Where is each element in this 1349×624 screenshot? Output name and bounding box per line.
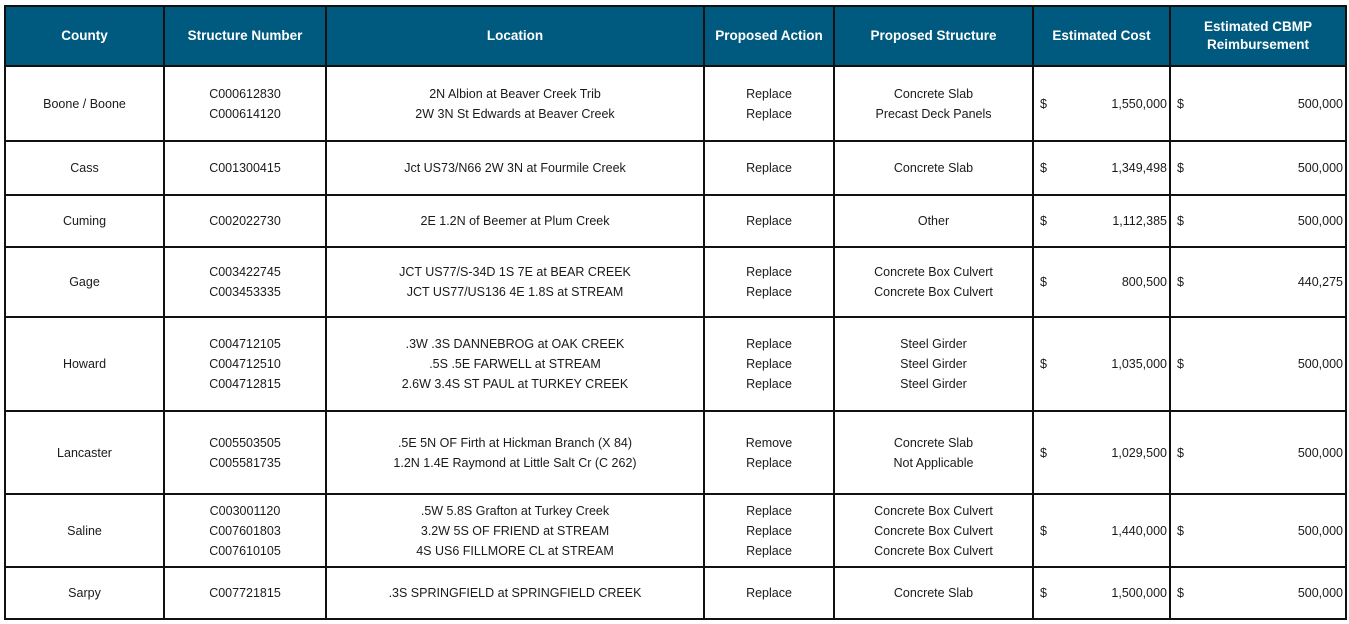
- proposed-action: Replace: [746, 161, 792, 175]
- structure-number-cell: [164, 195, 326, 247]
- proposed-structure-cell: [834, 567, 1033, 619]
- amount-value: 500,000: [1297, 214, 1343, 228]
- structure-number: C003453335: [209, 285, 281, 299]
- currency-symbol: $: [1040, 275, 1047, 289]
- proposed-structure: Steel Girder: [900, 357, 967, 371]
- proposed-action: Replace: [746, 337, 792, 351]
- structure-number-cell: [164, 567, 326, 619]
- proposed-structure: Concrete Slab: [893, 161, 974, 175]
- county-cell: Lancaster: [5, 411, 164, 494]
- structure-number: C005581735: [209, 455, 281, 470]
- proposed-action: Replace: [746, 455, 792, 470]
- county-cell: Sarpy: [5, 567, 164, 619]
- county-cell: Cass: [5, 141, 164, 195]
- proposed-structure: Concrete Slab: [893, 86, 974, 101]
- structure-number-cell: [164, 494, 326, 567]
- proposed-structure: Steel Girder: [900, 377, 967, 391]
- location-text: .5E 5N OF Firth at Hickman Branch (X 84): [397, 435, 633, 450]
- amount-value: 1,112,385: [1112, 214, 1167, 228]
- table-row: [5, 66, 1346, 141]
- proposed-structure-cell: [834, 494, 1033, 567]
- location-text: 2W 3N St Edwards at Beaver Creek: [415, 106, 615, 121]
- amount-value: 500,000: [1297, 96, 1343, 111]
- proposed-action-cell: [704, 195, 834, 247]
- header-cbmp-reimbursement: [1170, 6, 1346, 66]
- location-text: JCT US77/US136 4E 1.8S at STREAM: [406, 285, 624, 299]
- location-cell: [326, 494, 704, 567]
- reimbursement-cell: [1170, 317, 1346, 411]
- structure-number: C000612830: [209, 86, 281, 101]
- location-text: .5W 5.8S Grafton at Turkey Creek: [420, 503, 610, 518]
- currency-symbol: $: [1177, 523, 1184, 538]
- proposed-action: Replace: [746, 86, 792, 101]
- proposed-structure: Concrete Slab: [893, 435, 974, 450]
- county-cell: Cuming: [5, 195, 164, 247]
- proposed-structure: Concrete Slab: [893, 586, 974, 600]
- reimbursement-cell: [1170, 195, 1346, 247]
- proposed-structure-cell: [834, 66, 1033, 141]
- currency-symbol: $: [1177, 357, 1184, 371]
- amount-value: 1,550,000: [1111, 96, 1167, 111]
- currency-symbol: $: [1177, 445, 1184, 460]
- estimated-cost-cell: [1033, 66, 1170, 141]
- county-cell: Howard: [5, 317, 164, 411]
- proposed-action: Replace: [746, 377, 792, 391]
- table-row: [5, 411, 1346, 494]
- amount-value: 500,000: [1297, 445, 1343, 460]
- table-row: [5, 195, 1346, 247]
- location-text: 4S US6 FILLMORE CL at STREAM: [416, 543, 614, 558]
- header-proposed-action: Proposed Action: [704, 6, 834, 66]
- proposed-structure: Other: [917, 214, 950, 228]
- proposed-structure-cell: [834, 411, 1033, 494]
- proposed-action: Replace: [746, 106, 792, 121]
- estimated-cost-cell: [1033, 411, 1170, 494]
- currency-symbol: $: [1040, 586, 1047, 600]
- structure-number-cell: [164, 141, 326, 195]
- proposed-action-cell: [704, 247, 834, 317]
- reimbursement-cell: [1170, 141, 1346, 195]
- proposed-action-cell: [704, 141, 834, 195]
- table-row: [5, 317, 1346, 411]
- county-cell: Boone / Boone: [5, 66, 164, 141]
- table-row: [5, 567, 1346, 619]
- location-text: 2.6W 3.4S ST PAUL at TURKEY CREEK: [401, 377, 629, 391]
- proposed-action-cell: [704, 66, 834, 141]
- location-text: 1.2N 1.4E Raymond at Little Salt Cr (C 262): [393, 455, 637, 470]
- location-cell: [326, 195, 704, 247]
- proposed-action: Replace: [746, 543, 792, 558]
- header-county: County: [5, 6, 164, 66]
- structure-number: C007721815: [209, 586, 281, 600]
- amount-value: 1,500,000: [1111, 586, 1167, 600]
- proposed-action: Replace: [746, 265, 792, 279]
- header-location: Location: [326, 6, 704, 66]
- location-text: Jct US73/N66 2W 3N at Fourmile Creek: [404, 161, 626, 175]
- structure-number: C004712105: [209, 337, 281, 351]
- currency-symbol: $: [1177, 586, 1184, 600]
- structure-number: C004712510: [209, 357, 281, 371]
- location-text: 2E 1.2N of Beemer at Plum Creek: [420, 214, 610, 228]
- proposed-action-cell: [704, 494, 834, 567]
- bridge-projects-table: [4, 5, 1347, 620]
- location-cell: [326, 247, 704, 317]
- table-row: [5, 247, 1346, 317]
- proposed-action: Replace: [746, 523, 792, 538]
- location-cell: [326, 141, 704, 195]
- proposed-structure: Precast Deck Panels: [875, 106, 992, 121]
- estimated-cost-cell: [1033, 247, 1170, 317]
- structure-number-cell: [164, 247, 326, 317]
- proposed-action-cell: [704, 567, 834, 619]
- county-cell: Saline: [5, 494, 164, 567]
- county-cell: Gage: [5, 247, 164, 317]
- currency-symbol: $: [1177, 214, 1184, 228]
- header-estimated-cost: Estimated Cost: [1033, 6, 1170, 66]
- proposed-action: Replace: [746, 503, 792, 518]
- structure-number: C003001120: [209, 503, 281, 518]
- reimbursement-cell: [1170, 247, 1346, 317]
- location-cell: [326, 66, 704, 141]
- currency-symbol: $: [1040, 357, 1047, 371]
- location-text: .3W .3S DANNEBROG at OAK CREEK: [405, 337, 625, 351]
- proposed-structure: Concrete Box Culvert: [874, 285, 993, 299]
- header-structure-number: Structure Number: [164, 6, 326, 66]
- currency-symbol: $: [1177, 161, 1184, 175]
- header-reimbursement-line1: Estimated CBMP: [1203, 19, 1313, 34]
- location-cell: [326, 567, 704, 619]
- structure-number: C001300415: [209, 161, 281, 175]
- currency-symbol: $: [1040, 214, 1047, 228]
- amount-value: 500,000: [1297, 357, 1343, 371]
- proposed-action: Remove: [745, 435, 793, 450]
- currency-symbol: $: [1040, 96, 1047, 111]
- proposed-structure-cell: [834, 195, 1033, 247]
- estimated-cost-cell: [1033, 567, 1170, 619]
- proposed-action: Replace: [746, 214, 792, 228]
- proposed-structure: Concrete Box Culvert: [874, 503, 993, 518]
- currency-symbol: $: [1040, 445, 1047, 460]
- table-row: [5, 494, 1346, 567]
- proposed-action: Replace: [746, 285, 792, 299]
- estimated-cost-cell: [1033, 195, 1170, 247]
- currency-symbol: $: [1177, 96, 1184, 111]
- reimbursement-cell: [1170, 494, 1346, 567]
- amount-value: 500,000: [1297, 586, 1343, 600]
- amount-value: 500,000: [1297, 523, 1343, 538]
- proposed-structure: Concrete Box Culvert: [874, 523, 993, 538]
- proposed-action-cell: [704, 411, 834, 494]
- proposed-action-cell: [704, 317, 834, 411]
- structure-number: C000614120: [209, 106, 281, 121]
- estimated-cost-cell: [1033, 494, 1170, 567]
- reimbursement-cell: [1170, 567, 1346, 619]
- estimated-cost-cell: [1033, 317, 1170, 411]
- structure-number-cell: [164, 317, 326, 411]
- location-cell: [326, 411, 704, 494]
- currency-symbol: $: [1040, 161, 1047, 175]
- amount-value: 500,000: [1297, 161, 1343, 175]
- proposed-action: Replace: [746, 357, 792, 371]
- proposed-structure: Not Applicable: [893, 455, 974, 470]
- amount-value: 800,500: [1121, 275, 1167, 289]
- table-body: [5, 66, 1346, 619]
- amount-value: 1,035,000: [1111, 357, 1167, 371]
- structure-number: C005503505: [209, 435, 281, 450]
- amount-value: 1,349,498: [1111, 161, 1167, 175]
- table-row: [5, 141, 1346, 195]
- location-text: 2N Albion at Beaver Creek Trib: [429, 86, 601, 101]
- amount-value: 1,440,000: [1111, 523, 1167, 538]
- proposed-structure: Concrete Box Culvert: [874, 543, 993, 558]
- reimbursement-cell: [1170, 66, 1346, 141]
- currency-symbol: $: [1040, 523, 1047, 538]
- structure-number: C004712815: [209, 377, 281, 391]
- header-reimbursement-line2: Reimbursement: [1206, 37, 1310, 52]
- location-text: JCT US77/S-34D 1S 7E at BEAR CREEK: [399, 265, 631, 279]
- structure-number: C003422745: [209, 265, 281, 279]
- proposed-structure: Steel Girder: [900, 337, 967, 351]
- proposed-structure-cell: [834, 317, 1033, 411]
- reimbursement-cell: [1170, 411, 1346, 494]
- location-text: .3S SPRINGFIELD at SPRINGFIELD CREEK: [388, 586, 642, 600]
- proposed-action: Replace: [746, 586, 792, 600]
- estimated-cost-cell: [1033, 141, 1170, 195]
- location-cell: [326, 317, 704, 411]
- amount-value: 440,275: [1297, 275, 1343, 289]
- structure-number: C007610105: [209, 543, 281, 558]
- proposed-structure: Concrete Box Culvert: [874, 265, 993, 279]
- structure-number-cell: [164, 66, 326, 141]
- amount-value: 1,029,500: [1111, 445, 1167, 460]
- structure-number: C007601803: [209, 523, 281, 538]
- proposed-structure-cell: [834, 247, 1033, 317]
- structure-number: C002022730: [209, 214, 281, 228]
- structure-number-cell: [164, 411, 326, 494]
- currency-symbol: $: [1177, 275, 1184, 289]
- header-proposed-structure: Proposed Structure: [834, 6, 1033, 66]
- proposed-structure-cell: [834, 141, 1033, 195]
- table-header-row: [5, 6, 1346, 66]
- location-text: 3.2W 5S OF FRIEND at STREAM: [420, 523, 610, 538]
- location-text: .5S .5E FARWELL at STREAM: [429, 357, 601, 371]
